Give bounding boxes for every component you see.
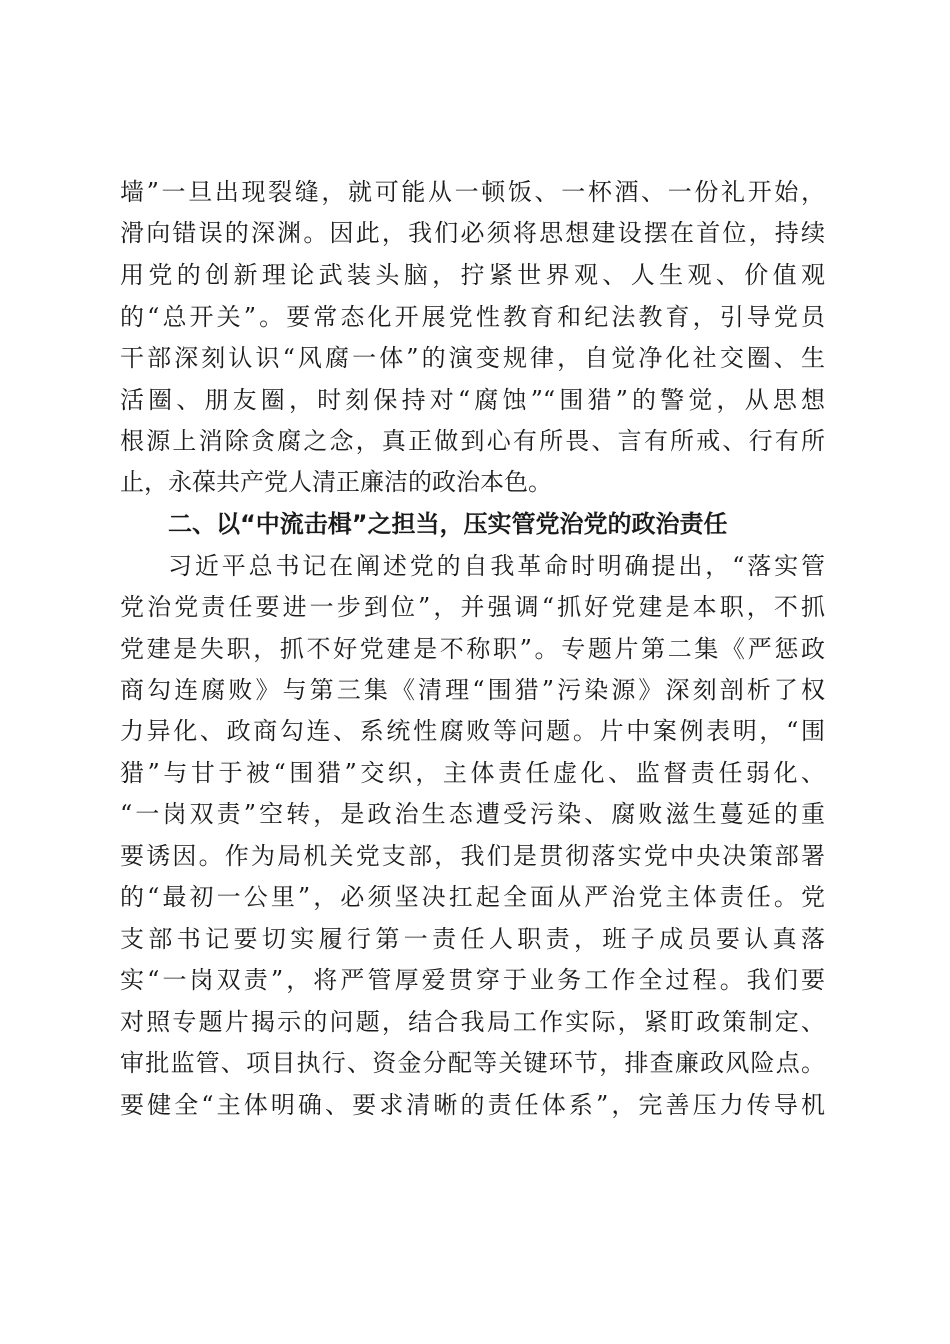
paragraph-2-line-7: “一岗双责”空转，是政治生态遭受污染、腐败滋生蔓延的重 xyxy=(120,800,825,828)
paragraph-1-line-3: 用党的创新理论武装头脑，拧紧世界观、人生观、价值观 xyxy=(120,261,825,289)
paragraph-1-line-6: 活圈、朋友圈，时刻保持对“腐蚀”“围猎”的警觉，从思想 xyxy=(120,386,825,414)
paragraph-2-line-11: 实“一岗双责”，将严管厚爱贯穿于业务工作全过程。我们要 xyxy=(120,966,825,994)
paragraph-2-line-1: 习近平总书记在阐述党的自我革命时明确提出，“落实管 xyxy=(168,552,825,580)
paragraph-1-line-5: 干部深刻认识“风腐一体”的演变规律，自觉净化社交圈、生 xyxy=(120,344,825,372)
paragraph-1-line-8: 止，永葆共产党人清正廉洁的政治本色。 xyxy=(120,468,552,496)
paragraph-2-line-13: 审批监管、项目执行、资金分配等关键环节，排查廉政风险点。 xyxy=(120,1049,825,1077)
paragraph-2-line-2: 党治党责任要进一步到位”，并强调“抓好党建是本职，不抓 xyxy=(120,593,825,621)
paragraph-2-line-3: 党建是失职，抓不好党建是不称职”。专题片第二集《严惩政 xyxy=(120,635,825,663)
section-heading: 二、以“中流击楫”之担当，压实管党治党的政治责任 xyxy=(168,510,728,538)
paragraph-2-line-5: 力异化、政商勾连、系统性腐败等问题。片中案例表明，“围 xyxy=(120,717,825,745)
paragraph-1-line-4: 的“总开关”。要常态化开展党性教育和纪法教育，引导党员 xyxy=(120,303,825,331)
paragraph-2-line-12: 对照专题片揭示的问题，结合我局工作实际，紧盯政策制定、 xyxy=(120,1008,825,1036)
paragraph-1-line-1: 墙”一旦出现裂缝，就可能从一顿饭、一杯酒、一份礼开始， xyxy=(120,178,825,206)
paragraph-2-line-10: 支部书记要切实履行第一责任人职责，班子成员要认真落 xyxy=(120,925,825,953)
paragraph-2-line-8: 要诱因。作为局机关党支部，我们是贯彻落实党中央决策部署 xyxy=(120,842,825,870)
paragraph-2-line-14: 要健全“主体明确、要求清晰的责任体系”，完善压力传导机 xyxy=(120,1091,825,1119)
paragraph-2-line-6: 猎”与甘于被“围猎”交织，主体责任虚化、监督责任弱化、 xyxy=(120,759,825,787)
paragraph-2-line-9: 的“最初一公里”，必须坚决扛起全面从严治党主体责任。党 xyxy=(120,883,825,911)
paragraph-2-line-4: 商勾连腐败》与第三集《清理“围猎”污染源》深刻剖析了权 xyxy=(120,676,825,704)
paragraph-1-line-2: 滑向错误的深渊。因此，我们必须将思想建设摆在首位，持续 xyxy=(120,219,825,247)
paragraph-1-line-7: 根源上消除贪腐之念，真正做到心有所畏、言有所戒、行有所 xyxy=(120,427,825,455)
